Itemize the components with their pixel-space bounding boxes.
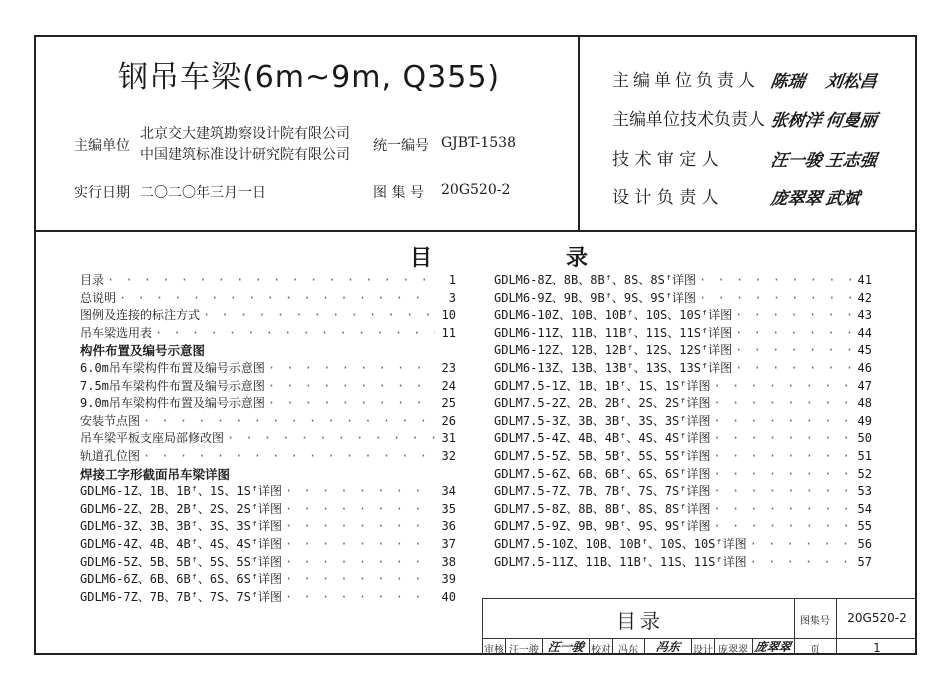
header-vertical-divider xyxy=(578,35,580,231)
toc-entry-label: 构件布置及编号示意图 xyxy=(80,343,206,359)
toc-entry-label: GDLM6-7Z、7B、7Bᶠ、7S、7Sᶠ详图 xyxy=(80,589,283,604)
tb-sep xyxy=(752,638,753,655)
toc-entry-page: 51 xyxy=(857,448,872,463)
title-block-col-2 xyxy=(836,598,837,655)
toc-entry[interactable] xyxy=(80,483,456,501)
toc-entry-label: GDLM6-5Z、5B、5Bᶠ、5S、5Sᶠ详图 xyxy=(80,554,283,569)
toc-entry[interactable] xyxy=(80,589,456,607)
toc-entry-page: 49 xyxy=(857,413,872,428)
toc-right-column xyxy=(494,272,872,571)
resp-role-3: 技 术 审 定 人 xyxy=(612,150,719,170)
toc-entry-label: GDLM7.5-3Z、3B、3Bᶠ、3S、3Sᶠ详图 xyxy=(494,413,711,428)
toc-entry[interactable] xyxy=(80,395,456,413)
resp-sig-4b: 武斌 xyxy=(824,189,862,209)
toc-entry-label: GDLM7.5-5Z、5B、5Bᶠ、5S、5Sᶠ详图 xyxy=(494,448,711,463)
date-label: 实行日期 xyxy=(74,185,130,201)
toc-entry-label: GDLM6-12Z、12B、12Bᶠ、12S、12Sᶠ详图 xyxy=(494,343,733,358)
tb-reviewer: 汪一骏 xyxy=(509,645,539,656)
toc-entry-label: GDLM6-4Z、4B、4Bᶠ、4S、4Sᶠ详图 xyxy=(80,536,283,551)
toc-leader-dots xyxy=(268,395,435,412)
toc-leader-dots xyxy=(119,290,435,307)
toc-entry[interactable] xyxy=(494,342,872,360)
toc-entry-label: GDLM6-3Z、3B、3Bᶠ、3S、3Sᶠ详图 xyxy=(80,519,283,534)
toc-entry[interactable] xyxy=(80,307,456,325)
toc-leader-dots xyxy=(285,571,435,588)
toc-entry-label: 焊接工字形截面吊车梁详图 xyxy=(80,466,231,482)
tb-designer: 庞翠翠 xyxy=(718,645,748,656)
toc-leader-dots xyxy=(285,589,435,606)
toc-entry-label: GDLM7.5-4Z、4B、4Bᶠ、4S、4Sᶠ详图 xyxy=(494,431,711,446)
editor-unit-line-2: 中国建筑标准设计研究院有限公司 xyxy=(140,147,350,163)
resp-role-2: 主编单位技术负责人 xyxy=(612,110,765,130)
toc-leader-dots xyxy=(285,536,435,553)
toc-leader-dots xyxy=(714,518,852,535)
toc-entry[interactable] xyxy=(494,290,872,308)
toc-entry-page: 55 xyxy=(857,519,872,534)
resp-sig-1a: 陈瑞 xyxy=(769,72,807,92)
toc-entry[interactable] xyxy=(80,571,456,589)
toc-entry-page: 48 xyxy=(857,396,872,411)
toc-entry[interactable] xyxy=(494,325,872,343)
editor-unit-line-1: 北京交大建筑勘察设计院有限公司 xyxy=(140,126,350,142)
tb-atlas-no-label: 图集号 xyxy=(800,616,830,627)
toc-leader-dots xyxy=(714,430,852,447)
toc-entry-page: 31 xyxy=(441,431,456,446)
tb-sep xyxy=(714,638,715,655)
sheet-title: 目录 xyxy=(616,609,664,633)
tb-reviewer-sig: 汪一骏 xyxy=(546,640,585,654)
toc-leader-dots xyxy=(285,554,435,571)
toc-leader-dots xyxy=(268,378,435,395)
resp-sig-2a: 张树洋 xyxy=(769,111,824,131)
toc-entry-page: 11 xyxy=(441,325,456,340)
toc-leader-dots xyxy=(714,395,852,412)
tb-sep xyxy=(691,638,692,655)
toc-entry-label: GDLM7.5-7Z、7B、7Bᶠ、7S、7Sᶠ详图 xyxy=(494,484,711,499)
toc-entry-label: 总说明 xyxy=(80,290,117,305)
toc-entry[interactable] xyxy=(494,395,872,413)
toc-leader-dots xyxy=(268,360,435,377)
toc-entry[interactable] xyxy=(494,272,872,290)
tb-checker-sig: 冯东 xyxy=(654,640,681,654)
toc-leader-dots xyxy=(107,272,435,289)
toc-leader-dots xyxy=(735,360,851,377)
tb-sep xyxy=(542,638,543,655)
toc-leader-dots xyxy=(714,483,852,500)
toc-entry-page: 38 xyxy=(441,554,456,569)
resp-sig-3b: 王志强 xyxy=(824,151,879,171)
tb-design-label: 设计 xyxy=(693,645,713,656)
toc-entry-label: 图例及连接的标注方式 xyxy=(80,308,201,323)
toc-entry-label: 6.0m吊车梁构件布置及编号示意图 xyxy=(80,360,265,375)
toc-leader-dots xyxy=(203,307,435,324)
toc-entry[interactable] xyxy=(494,554,872,572)
title-block-top xyxy=(482,598,917,599)
toc-entry-label: GDLM6-10Z、10B、10Bᶠ、10S、10Sᶠ详图 xyxy=(494,308,733,323)
toc-entry-page: 50 xyxy=(857,431,872,446)
toc-entry-page: 37 xyxy=(441,536,456,551)
atlas-no-label: 图 集 号 xyxy=(373,185,424,201)
toc-entry-label: 轨道孔位图 xyxy=(80,448,141,463)
toc-entry-label: GDLM6-9Z、9B、9Bᶠ、9S、9Sᶠ详图 xyxy=(494,290,697,305)
tb-page-label: 页 xyxy=(810,645,820,656)
toc-entry-page: 44 xyxy=(857,325,872,340)
toc-leader-dots xyxy=(285,501,435,518)
toc-leader-dots xyxy=(143,448,435,465)
toc-entry-label: GDLM7.5-2Z、2B、2Bᶠ、2S、2Sᶠ详图 xyxy=(494,396,711,411)
toc-entry[interactable] xyxy=(80,413,456,431)
toc-entry-page: 34 xyxy=(441,484,456,499)
toc-entry[interactable] xyxy=(80,501,456,519)
toc-entry-page: 1 xyxy=(448,273,456,287)
title-block-col-1 xyxy=(794,598,795,655)
toc-leader-dots xyxy=(735,342,851,359)
toc-leader-dots xyxy=(227,430,435,447)
toc-leader-dots xyxy=(699,290,851,307)
toc-entry[interactable] xyxy=(494,378,872,396)
toc-entry-page: 26 xyxy=(441,413,456,428)
toc-entry-page: 54 xyxy=(857,501,872,516)
toc-leader-dots xyxy=(714,448,852,465)
toc-entry-page: 42 xyxy=(857,290,872,305)
resp-sig-3a: 汪一骏 xyxy=(769,151,824,171)
toc-entry-label: GDLM6-2Z、2B、2Bᶠ、2S、2Sᶠ详图 xyxy=(80,501,283,516)
toc-leader-dots xyxy=(714,466,852,483)
toc-leader-dots xyxy=(750,554,851,571)
toc-entry[interactable] xyxy=(494,430,872,448)
toc-entry-label: 9.0m吊车梁构件布置及编号示意图 xyxy=(80,396,265,411)
tb-sep xyxy=(505,638,506,655)
toc-entry-label: GDLM6-13Z、13B、13Bᶠ、13S、13Sᶠ详图 xyxy=(494,360,733,375)
toc-entry[interactable] xyxy=(494,413,872,431)
toc-leader-dots xyxy=(714,413,852,430)
toc-entry[interactable] xyxy=(494,536,872,554)
resp-sig-2b: 何曼丽 xyxy=(824,111,879,131)
tb-sep xyxy=(644,638,645,655)
toc-entry-page: 57 xyxy=(857,554,872,569)
resp-sig-1b: 刘松昌 xyxy=(824,72,879,92)
toc-section-heading xyxy=(80,342,456,360)
toc-entry[interactable] xyxy=(80,272,456,290)
toc-leader-dots xyxy=(735,307,851,324)
toc-entry-page: 25 xyxy=(441,396,456,411)
toc-entry[interactable] xyxy=(494,448,872,466)
resp-role-4: 设 计 负 责 人 xyxy=(612,188,719,208)
toc-entry-label: GDLM6-1Z、1B、1Bᶠ、1S、1Sᶠ详图 xyxy=(80,484,283,499)
toc-entry-label: GDLM6-11Z、11B、11Bᶠ、11S、11Sᶠ详图 xyxy=(494,325,733,340)
toc-entry-page: 3 xyxy=(448,290,456,305)
tb-review-label: 审核 xyxy=(484,645,504,656)
toc-entry[interactable] xyxy=(80,518,456,536)
toc-entry[interactable] xyxy=(494,518,872,536)
toc-entry-label: GDLM7.5-1Z、1B、1Bᶠ、1S、1Sᶠ详图 xyxy=(494,378,711,393)
toc-entry-page: 52 xyxy=(857,466,872,481)
toc-entry-label: GDLM7.5-6Z、6B、6Bᶠ、6S、6Sᶠ详图 xyxy=(494,466,711,481)
date-value: 二〇二〇年三月一日 xyxy=(140,185,266,201)
toc-entry-label: 吊车梁平板支座局部修改图 xyxy=(80,431,225,446)
toc-entry-page: 43 xyxy=(857,308,872,323)
toc-entry-label: GDLM6-8Z、8B、8Bᶠ、8S、8Sᶠ详图 xyxy=(494,273,697,287)
toc-entry-page: 39 xyxy=(441,572,456,587)
tb-designer-sig: 庞翠翠 xyxy=(753,640,792,654)
toc-entry-page: 35 xyxy=(441,501,456,516)
toc-entry-label: GDLM7.5-10Z、10B、10Bᶠ、10S、10Sᶠ详图 xyxy=(494,536,747,551)
toc-entry-label: 安装节点图 xyxy=(80,413,141,428)
toc-leader-dots xyxy=(285,483,435,500)
editor-unit-label: 主编单位 xyxy=(74,138,130,154)
toc-entry-page: 45 xyxy=(857,343,872,358)
header-divider xyxy=(34,230,917,232)
toc-heading: 目 录 xyxy=(410,246,619,271)
toc-entry[interactable] xyxy=(494,501,872,519)
atlas-no: 20G520-2 xyxy=(441,182,511,198)
atlas-title: 钢吊车梁(6m~9m, Q355) xyxy=(118,60,501,95)
toc-entry[interactable] xyxy=(80,290,456,308)
toc-leader-dots xyxy=(699,272,851,289)
toc-entry-label: GDLM6-6Z、6B、6Bᶠ、6S、6Sᶠ详图 xyxy=(80,572,283,587)
toc-leader-dots xyxy=(750,536,851,553)
tb-checker: 冯东 xyxy=(618,645,638,656)
toc-entry-page: 40 xyxy=(441,589,456,604)
toc-entry-page: 24 xyxy=(441,378,456,393)
tb-page-no: 1 xyxy=(873,641,881,655)
toc-entry-page: 41 xyxy=(857,273,872,287)
toc-entry-page: 23 xyxy=(441,360,456,375)
toc-entry-label: 目录 xyxy=(80,273,105,287)
unified-no: GJBT-1538 xyxy=(441,135,516,151)
toc-entry[interactable] xyxy=(80,325,456,343)
toc-entry-page: 46 xyxy=(857,360,872,375)
tb-sep xyxy=(589,638,590,655)
toc-entry-page: 47 xyxy=(857,378,872,393)
toc-leader-dots xyxy=(285,518,435,535)
toc-entry[interactable] xyxy=(494,483,872,501)
unified-no-label: 统一编号 xyxy=(373,138,429,154)
toc-entry[interactable] xyxy=(80,378,456,396)
toc-entry-label: GDLM7.5-11Z、11B、11Bᶠ、11S、11Sᶠ详图 xyxy=(494,554,747,569)
toc-leader-dots xyxy=(714,378,852,395)
toc-entry[interactable] xyxy=(80,448,456,466)
toc-entry-label: GDLM7.5-9Z、9B、9Bᶠ、9S、9Sᶠ详图 xyxy=(494,519,711,534)
toc-leader-dots xyxy=(714,501,852,518)
tb-atlas-no: 20G520-2 xyxy=(847,611,907,625)
toc-entry-label: GDLM7.5-8Z、8B、8Bᶠ、8S、8Sᶠ详图 xyxy=(494,501,711,516)
toc-entry[interactable] xyxy=(80,554,456,572)
toc-entry[interactable] xyxy=(494,360,872,378)
toc-entry[interactable] xyxy=(80,430,456,448)
toc-entry-label: 吊车梁选用表 xyxy=(80,325,153,340)
tb-sep xyxy=(612,638,613,655)
toc-entry-page: 36 xyxy=(441,519,456,534)
toc-entry[interactable] xyxy=(494,307,872,325)
toc-entry[interactable] xyxy=(494,466,872,484)
resp-sig-4a: 庞翠翠 xyxy=(769,189,824,209)
tb-check-label: 校对 xyxy=(591,645,611,656)
toc-section-heading xyxy=(80,466,456,484)
toc-left-column xyxy=(80,272,456,606)
toc-leader-dots xyxy=(735,325,851,342)
toc-entry-page: 53 xyxy=(857,484,872,499)
toc-leader-dots xyxy=(155,325,435,342)
toc-entry-page: 56 xyxy=(857,536,872,551)
toc-entry-page: 32 xyxy=(441,448,456,463)
toc-leader-dots xyxy=(143,413,435,430)
toc-entry[interactable] xyxy=(80,360,456,378)
toc-entry-page: 10 xyxy=(441,308,456,323)
toc-entry[interactable] xyxy=(80,536,456,554)
toc-entry-label: 7.5m吊车梁构件布置及编号示意图 xyxy=(80,378,265,393)
resp-role-1: 主编单位负责人 xyxy=(612,71,759,91)
